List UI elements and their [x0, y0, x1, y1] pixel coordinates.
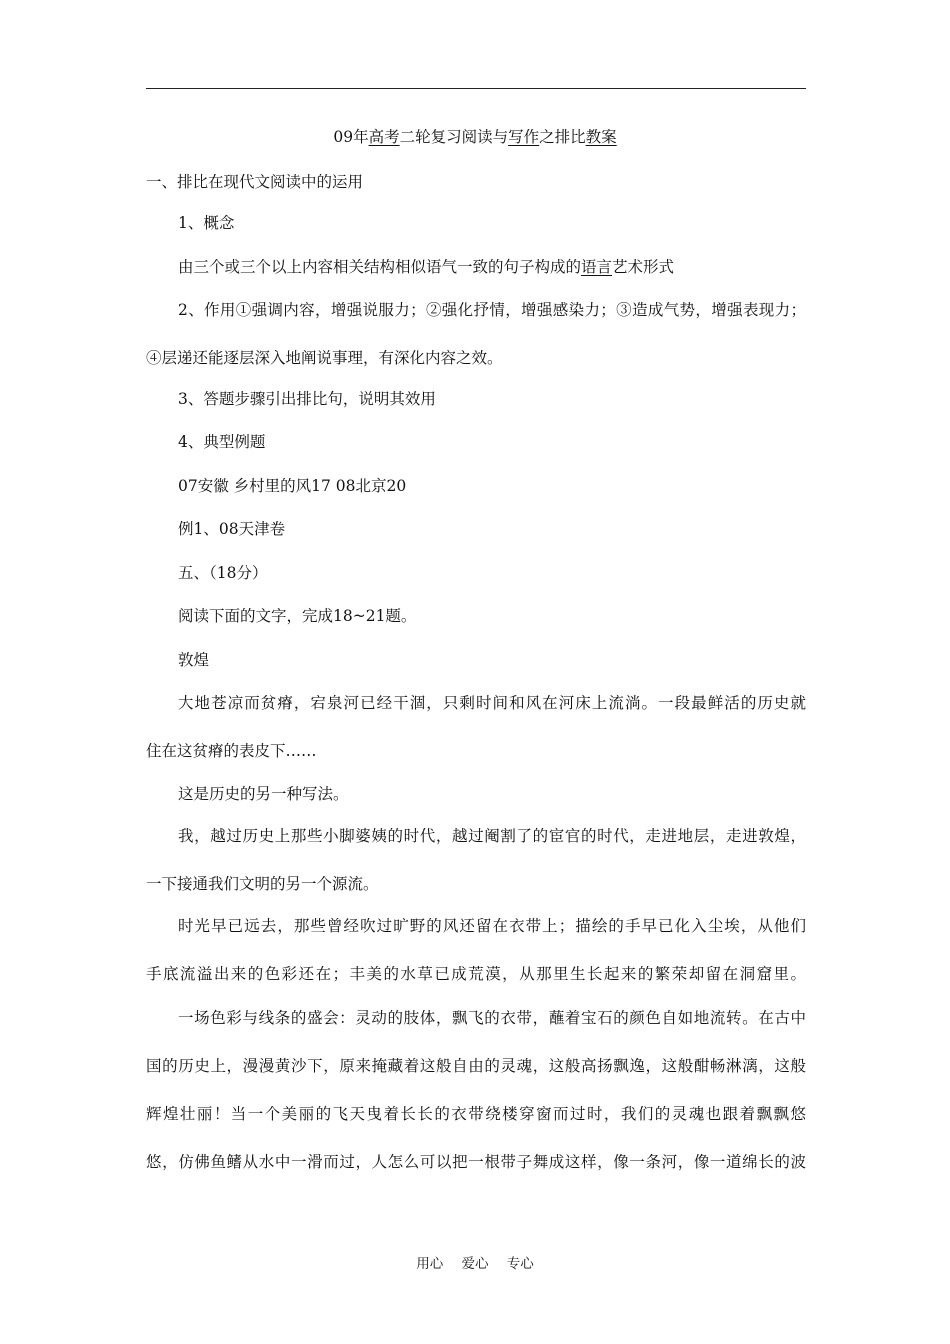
- header-rule: [146, 88, 806, 89]
- examples-heading: 4、典型例题: [178, 433, 266, 451]
- examples-refs: 07安徽 乡村里的风17 08北京20: [178, 477, 407, 495]
- instruction: 阅读下面的文字，完成18~21题。: [178, 607, 417, 625]
- para5-line1: 一场色彩与线条的盛会：灵动的肢体，飘飞的衣带，蘸着宝石的颜色自如地流转。在古中: [178, 1009, 806, 1027]
- para3-line1: 我，越过历史上那些小脚婆姨的时代，越过阉割了的宦官的时代，走进地层，走进敦煌，: [178, 827, 806, 845]
- link-gaokao[interactable]: 高考: [368, 128, 400, 146]
- para4-line2: 手底流溢出来的色彩还在；丰美的水草已成荒漠，从那里生长起来的繁荣却留在洞窟里。: [146, 965, 806, 983]
- section-heading: 一、排比在现代文阅读中的运用: [146, 173, 364, 191]
- example-1: 例1、08天津卷: [178, 520, 286, 538]
- passage-title: 敦煌: [178, 651, 210, 669]
- concept-heading: 1、概念: [178, 214, 235, 232]
- para5-line2: 国的历史上，漫漫黄沙下，原来掩藏着这般自由的灵魂，这般高扬飘逸，这般酣畅淋漓，这般: [146, 1057, 806, 1075]
- link-yuyan[interactable]: 语言: [581, 258, 613, 276]
- link-jiaoan[interactable]: 教案: [585, 128, 617, 146]
- effect-line-2: ④层递还能逐层深入地阐说事理，有深化内容之效。: [146, 349, 503, 367]
- concept-text: 由三个或三个以上内容相关结构相似语气一致的句子构成的语言艺术形式: [178, 258, 675, 276]
- para2: 这是历史的另一种写法。: [178, 785, 349, 803]
- document-title: 09年高考二轮复习阅读与写作之排比教案: [333, 128, 617, 146]
- part-five: 五、（18分）: [178, 564, 268, 582]
- para5-line4: 悠，仿佛鱼鳍从水中一滑而过，人怎么可以把一根带子舞成这样，像一条河，像一道绵长的波: [146, 1153, 806, 1171]
- para1-line1: 大地苍凉而贫瘠，宕泉河已经干涸，只剩时间和风在河床上流淌。一段最鲜活的历史就: [178, 694, 806, 712]
- link-xiezuo[interactable]: 写作: [508, 128, 540, 146]
- page-footer: 用心 爱心 专心: [416, 1256, 534, 1272]
- effect-line-1: 2、作用①强调内容，增强说服力；②强化抒情，增强感染力；③造成气势，增强表现力；: [178, 301, 806, 319]
- steps-text: 3、答题步骤引出排比句，说明其效用: [178, 390, 436, 408]
- para3-line2: 一下接通我们文明的另一个源流。: [146, 875, 379, 893]
- para5-line3: 辉煌壮丽！当一个美丽的飞天曳着长长的衣带绕楼穿窗而过时，我们的灵魂也跟着飘飘悠: [146, 1105, 806, 1123]
- para1-line2: 住在这贫瘠的表皮下……: [146, 742, 317, 760]
- para4-line1: 时光早已远去，那些曾经吹过旷野的风还留在衣带上；描绘的手早已化入尘埃，从他们: [178, 917, 806, 935]
